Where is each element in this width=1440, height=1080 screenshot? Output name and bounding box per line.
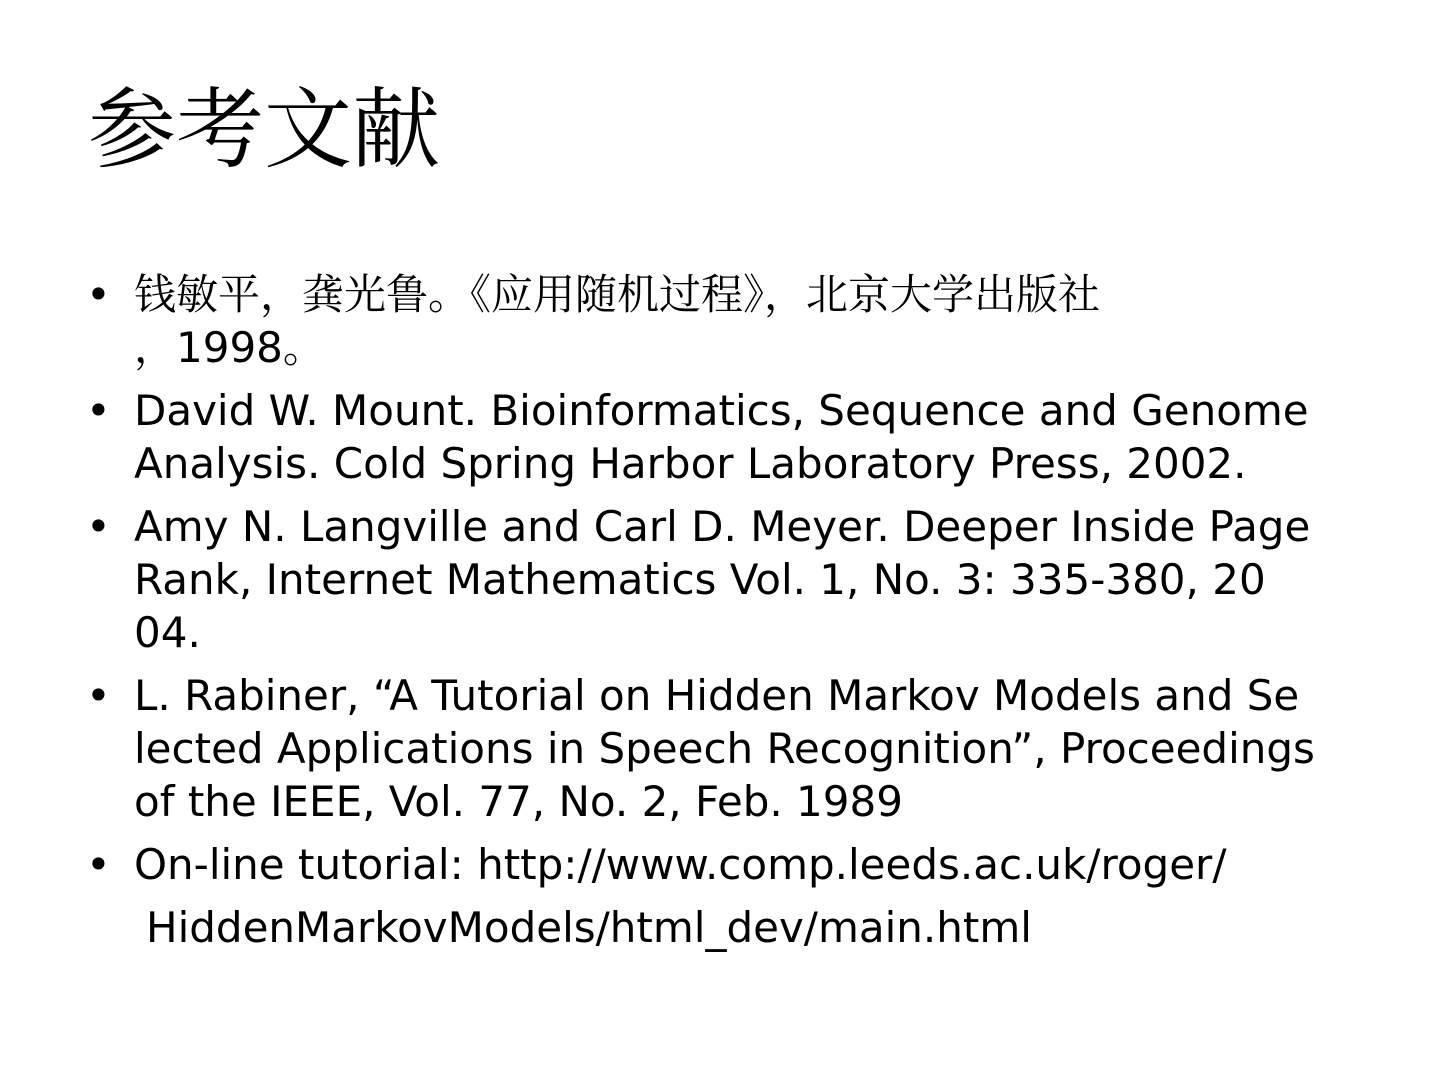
bullet-icon: • bbox=[86, 840, 111, 889]
reference-list bbox=[86, 268, 1356, 964]
reference-text: 04. bbox=[134, 608, 201, 657]
reference-text: Rank, Internet Mathematics Vol. 1, No. 3: 335-380, 20 bbox=[134, 555, 1266, 604]
reference-item bbox=[86, 500, 1356, 659]
reference-text: HiddenMarkovModels/html_dev/main.html bbox=[146, 903, 1032, 952]
reference-text: lected Applications in Speech Recognition”, Proceedings bbox=[134, 724, 1315, 773]
reference-text: David W. Mount. Bioinformatics, Sequence and Genome bbox=[134, 386, 1309, 435]
reference-text: of the IEEE, Vol. 77, No. 2, Feb. 1989 bbox=[134, 777, 903, 826]
slide-title: 参考文献 bbox=[88, 78, 441, 181]
reference-text: Analysis. Cold Spring Harbor Laboratory Press, 2002. bbox=[134, 439, 1247, 488]
reference-item bbox=[86, 268, 1356, 374]
bullet-icon: • bbox=[86, 502, 111, 551]
reference-item bbox=[86, 669, 1356, 828]
reference-item bbox=[86, 384, 1356, 490]
bullet-icon: • bbox=[86, 671, 111, 720]
reference-text: L. Rabiner, “A Tutorial on Hidden Markov Models and Se bbox=[134, 671, 1300, 720]
reference-item bbox=[86, 838, 1356, 954]
reference-text: On-line tutorial: http://www.comp.leeds.ac.uk/roger/ bbox=[134, 840, 1227, 889]
reference-text: ，1998。 bbox=[134, 323, 325, 372]
reference-text: Amy N. Langville and Carl D. Meyer. Deeper Inside Page bbox=[134, 502, 1311, 551]
bullet-icon: • bbox=[86, 386, 111, 435]
reference-text: 钱敏平，龚光鲁。《应用随机过程》，北京大学出版社 bbox=[134, 270, 1101, 319]
bullet-icon: • bbox=[86, 270, 111, 319]
